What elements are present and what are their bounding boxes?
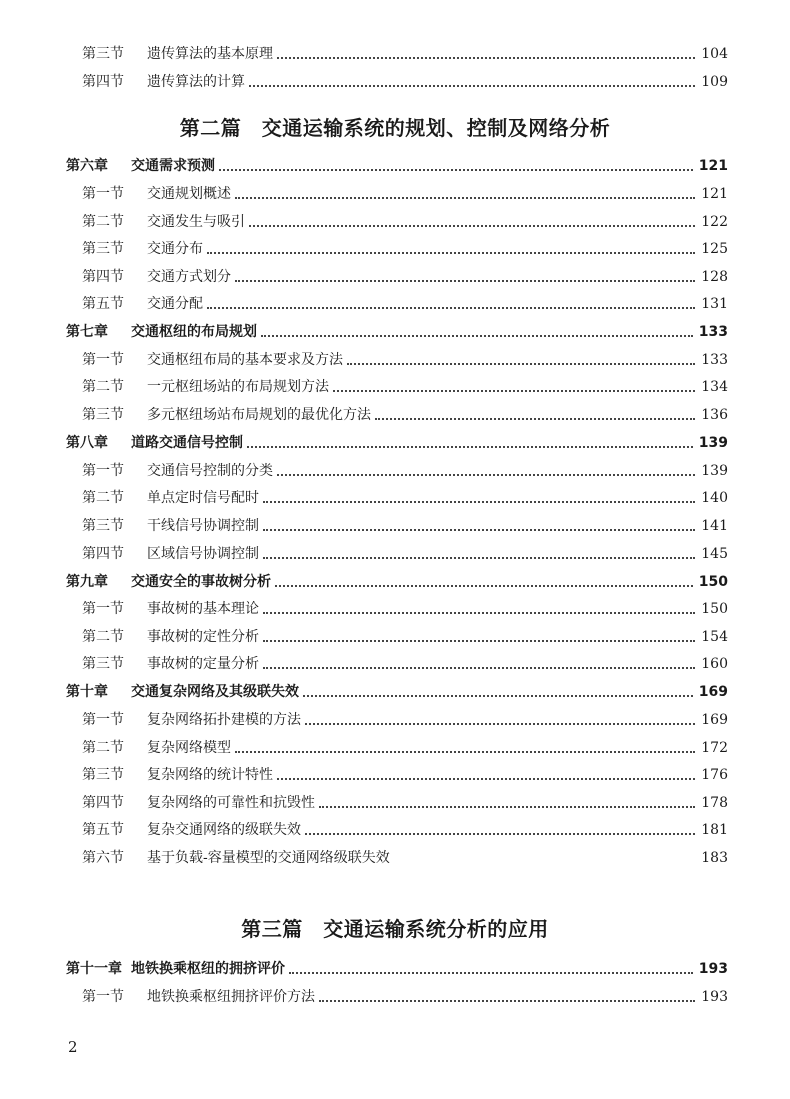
entry-page-number: 139 [698,435,728,451]
entry-label: 第九章 [66,574,108,590]
dot-leader [249,85,695,87]
entry-page-number: 136 [701,407,728,423]
dot-leader [235,751,695,753]
toc-section-entry[interactable] [0,184,790,204]
entry-page-number: 154 [701,629,728,645]
entry-label: 第三节 [82,767,124,783]
toc-section-entry[interactable] [0,516,790,536]
page-number: 2 [68,1038,78,1056]
entry-label: 第一节 [82,186,124,202]
entry-title: 交通分配 [147,296,203,312]
entry-page-number: 104 [701,46,728,62]
toc-section-entry[interactable] [0,350,790,370]
toc-chapter-entry[interactable] [0,682,790,702]
entry-label: 第一节 [82,352,124,368]
entry-label: 第三节 [82,407,124,423]
entry-page-number: 181 [701,822,728,838]
entry-page-number: 169 [698,684,728,700]
entry-label: 第一节 [82,601,124,617]
dot-leader [207,252,695,254]
entry-label: 第二节 [82,629,124,645]
dot-leader [249,225,695,227]
part-heading: 第二篇 交通运输系统的规划、控制及网络分析 [179,116,611,140]
toc-section-entry[interactable] [0,848,790,868]
toc-section-entry[interactable] [0,377,790,397]
entry-title: 地铁换乘枢纽的拥挤评价 [131,961,285,977]
entry-page-number: 169 [701,712,728,728]
entry-title: 交通安全的事故树分析 [131,574,271,590]
entry-page-number: 109 [701,74,728,90]
entry-page-number: 172 [701,740,728,756]
entry-title: 交通枢纽的布局规划 [131,324,257,340]
part-heading: 第三篇 交通运输系统分析的应用 [241,917,549,941]
toc-section-entry[interactable] [0,44,790,64]
entry-label: 第二节 [82,490,124,506]
entry-page-number: 141 [701,518,728,534]
entry-title: 交通方式划分 [147,269,231,285]
dot-leader [263,667,695,669]
entry-title: 地铁换乘枢纽拥挤评价方法 [147,989,315,1005]
dot-leader [263,612,695,614]
entry-label: 第四节 [82,546,124,562]
entry-label: 第二节 [82,214,124,230]
toc-section-entry[interactable] [0,461,790,481]
entry-page-number: 131 [701,296,728,312]
toc-section-entry[interactable] [0,544,790,564]
toc-section-entry[interactable] [0,765,790,785]
toc-section-entry[interactable] [0,710,790,730]
entry-title: 事故树的定量分析 [147,656,259,672]
toc-section-entry[interactable] [0,627,790,647]
entry-label: 第三节 [82,46,124,62]
toc-section-entry[interactable] [0,294,790,314]
entry-title: 复杂网络拓扑建模的方法 [147,712,301,728]
dot-leader [263,529,695,531]
toc-chapter-entry[interactable] [0,433,790,453]
entry-page-number: 178 [701,795,728,811]
entry-label: 第一节 [82,712,124,728]
entry-page-number: 121 [698,158,728,174]
toc-chapter-entry[interactable] [0,156,790,176]
entry-page-number: 183 [701,850,728,866]
entry-page-number: 176 [701,767,728,783]
entry-page-number: 150 [701,601,728,617]
toc-section-entry[interactable] [0,820,790,840]
dot-leader [263,557,695,559]
entry-page-number: 128 [701,269,728,285]
entry-page-number: 133 [698,324,728,340]
toc-chapter-entry[interactable] [0,572,790,592]
entry-page-number: 160 [701,656,728,672]
entry-label: 第十一章 [66,961,122,977]
entry-page-number: 133 [701,352,728,368]
dot-leader [263,640,695,642]
entry-page-number: 122 [701,214,728,230]
entry-title: 多元枢纽场站布局规划的最优化方法 [147,407,371,423]
toc-section-entry[interactable] [0,72,790,92]
dot-leader [207,307,695,309]
entry-title: 复杂网络的统计特性 [147,767,273,783]
entry-label: 第七章 [66,324,108,340]
entry-title: 区域信号协调控制 [147,546,259,562]
dot-leader [305,833,695,835]
dot-leader [277,474,695,476]
entry-label: 第二节 [82,379,124,395]
entry-page-number: 121 [701,186,728,202]
entry-title: 遗传算法的计算 [147,74,245,90]
entry-page-number: 125 [701,241,728,257]
entry-label: 第二节 [82,740,124,756]
toc-section-entry[interactable] [0,488,790,508]
entry-page-number: 145 [701,546,728,562]
toc-chapter-entry[interactable] [0,322,790,342]
entry-label: 第十章 [66,684,108,700]
toc-section-entry[interactable] [0,599,790,619]
dot-leader [319,806,695,808]
entry-title: 交通复杂网络及其级联失效 [131,684,299,700]
entry-page-number: 134 [701,379,728,395]
entry-title: 单点定时信号配时 [147,490,259,506]
toc-section-entry[interactable] [0,405,790,425]
entry-title: 事故树的定性分析 [147,629,259,645]
entry-label: 第八章 [66,435,108,451]
entry-title: 道路交通信号控制 [131,435,243,451]
entry-label: 第五节 [82,822,124,838]
toc-section-entry[interactable] [0,987,790,1007]
toc-section-entry[interactable] [0,738,790,758]
entry-label: 第三节 [82,656,124,672]
entry-label: 第四节 [82,795,124,811]
dot-leader [275,585,693,587]
dot-leader [277,778,695,780]
entry-label: 第三节 [82,518,124,534]
dot-leader [347,363,695,365]
entry-label: 第一节 [82,463,124,479]
dot-leader [277,57,695,59]
dot-leader [303,695,693,697]
entry-title: 交通分布 [147,241,203,257]
toc-section-entry[interactable] [0,239,790,259]
entry-label: 第四节 [82,74,124,90]
dot-leader [319,1000,695,1002]
entry-title: 遗传算法的基本原理 [147,46,273,62]
entry-page-number: 140 [701,490,728,506]
entry-title: 干线信号协调控制 [147,518,259,534]
entry-page-number: 193 [701,989,728,1005]
entry-title: 基于负载-容量模型的交通网络级联失效 [147,850,390,866]
entry-label: 第六节 [82,850,124,866]
dot-leader [247,446,693,448]
dot-leader [261,335,693,337]
toc-section-entry[interactable] [0,267,790,287]
entry-title: 一元枢纽场站的布局规划方法 [147,379,329,395]
entry-title: 复杂交通网络的级联失效 [147,822,301,838]
entry-title: 交通信号控制的分类 [147,463,273,479]
entry-page-number: 193 [698,961,728,977]
toc-section-entry[interactable] [0,654,790,674]
entry-label: 第六章 [66,158,108,174]
dot-leader [289,972,693,974]
dot-leader [375,418,695,420]
entry-title: 交通枢纽布局的基本要求及方法 [147,352,343,368]
dot-leader [263,501,695,503]
entry-page-number: 150 [698,574,728,590]
entry-page-number: 139 [701,463,728,479]
toc-section-entry[interactable] [0,212,790,232]
dot-leader [305,723,695,725]
dot-leader [235,280,695,282]
dot-leader [219,169,693,171]
entry-label: 第一节 [82,989,124,1005]
entry-label: 第三节 [82,241,124,257]
entry-label: 第四节 [82,269,124,285]
toc-chapter-entry[interactable] [0,959,790,979]
entry-title: 复杂网络的可靠性和抗毁性 [147,795,315,811]
entry-title: 交通发生与吸引 [147,214,245,230]
toc-section-entry[interactable] [0,793,790,813]
entry-label: 第五节 [82,296,124,312]
entry-title: 复杂网络模型 [147,740,231,756]
entry-title: 交通规划概述 [147,186,231,202]
entry-title: 交通需求预测 [131,158,215,174]
entry-title: 事故树的基本理论 [147,601,259,617]
dot-leader [235,197,695,199]
dot-leader [333,390,695,392]
